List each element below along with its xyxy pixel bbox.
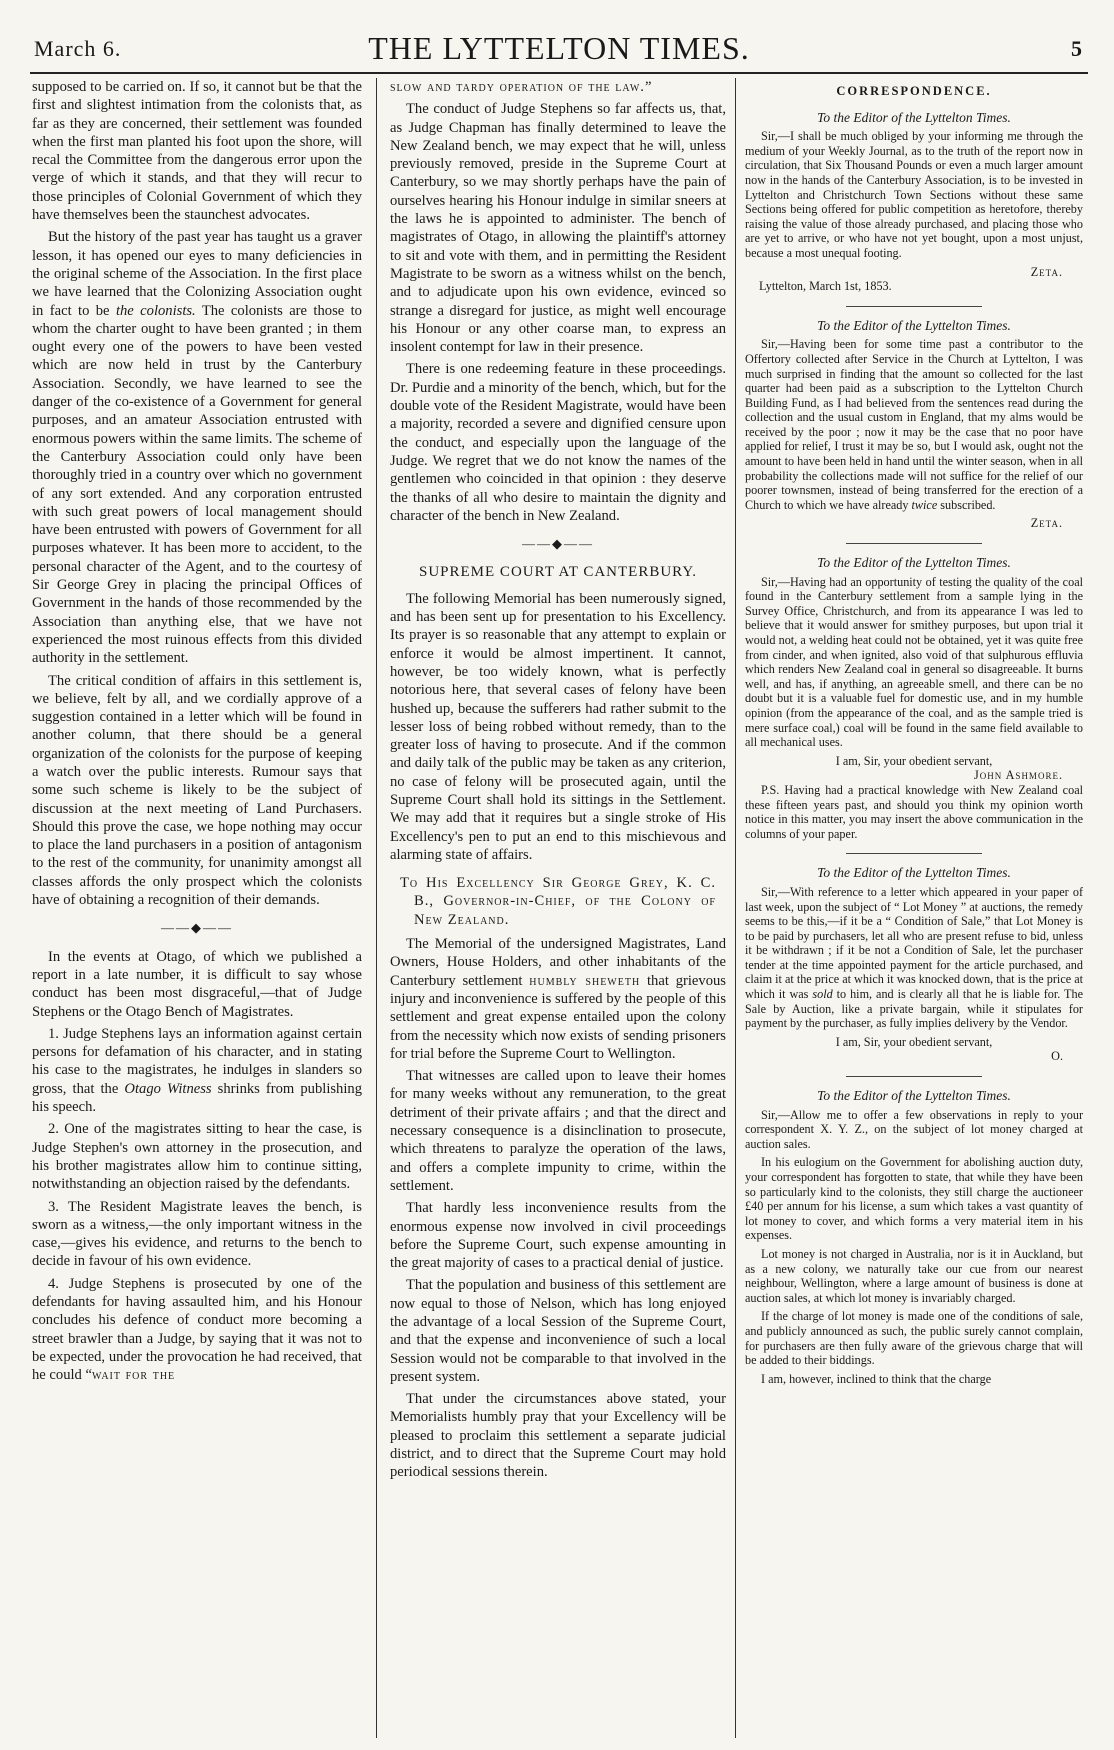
article-paragraph: The following Memorial has been numerously signed, and has been sent up for presentation to his Excellency. Its prayer is so reasonable that any attempt to explain or enforce it would be almost impertinent. It cannot, however, be too widely known, what is perfectly notorious here, that several cases of felony have been hushed up, because the sufferers had rather submit to the lesser loss of being robbed without remedy, than to the greater loss of having to prosecute. And if the common and daily talk of the public may be taken as any criterion, no case of felony will be prosecuted again, until the Supreme Court shall hold its sittings in the Settlement. We may add that it requires but a single stroke of His Excellency's pen to put an end to this mischievous and alarming state of affairs. bbox=[390, 590, 726, 863]
letter-separator bbox=[846, 306, 981, 307]
article-paragraph: But the history of the past year has taught us a graver lesson, it has opened our eyes to many deficiencies in the original scheme of the Association. In the first place we have learned that the Colonizing Association ought in fact to be the colonists. The colonists are those to whom the charter ought to have been granted ; in them ought every one of the powers to have been vested which are now held in trust by the Canterbury Association. Secondly, we have learned to see the danger of the co-existence of a Government for general purposes, and an amateur Association entrusted with enormous powers within the same limits. The scheme of the Canterbury Association could only have been thoroughly tried in a country over which no government of any sort extended. And any corporation entrusted with such great powers of local management should have been entrusted with powers of Government for all purposes whatever. It has been more to accident, to the personal character of the Agent, and to the courtesy of Sir George Grey in placing the principal Offices of Government in the hands of those recommended by the Association than anything else, that we have not experienced the most ruinous effects from this divided authority in the settlement. bbox=[32, 229, 362, 667]
article-paragraph: That hardly less inconvenience results from the enormous expense now involved in civil proceedings before the Supreme Court, such expense amounting in the great majority of cases to a practical denial of justice. bbox=[390, 1200, 726, 1272]
letter-salutation: To the Editor of the Lyttelton Times. bbox=[817, 555, 1011, 571]
letter-salutation: To the Editor of the Lyttelton Times. bbox=[817, 865, 1011, 881]
newspaper-title: THE LYTTELTON TIMES. bbox=[368, 30, 750, 66]
column-2 bbox=[390, 78, 726, 1738]
article-paragraph: That witnesses are called upon to leave their homes for many weeks without any remuneration, to the great detriment of their private affairs ; and that the direct and necessary consequence is a disinclination to prosecute, which threatens to paralyze the operation of the laws, and offers a complete impunity to crime, within the settlement. bbox=[390, 1068, 726, 1194]
article-paragraph: There is one redeeming feature in these proceedings. Dr. Purdie and a minority of the bench, which, but for the double vote of the Resident Magistrate, would have been a majority, recorded a severe and dignified censure upon the conduct, and especially upon the language of the Judge. We regret that we do not know the names of the gentlemen who coincided in that opinion : they deserve the thanks of all who desire to maintain the dignity and character of the bench in New Zealand. bbox=[390, 361, 726, 524]
letter-body: Sir,—Having been for some time past a contributor to the Offertory collected after Service in the Church at Lyttelton, I was much surprised in finding that the amount so collected for the last quarter had been paid as a subscription to the Lyttelton Church Building Fund, as I had believed from the sentences read during the collection and the usual custom in England, that my alms would be received by the poor ; now it may be the case that no poor have applied for relief, I trust it may be so, but I would ask, ought not the amount to have been held in hand until the winter season, when in all probability the collections made will not suffice for the relief of our poorer townsmen, instead of being transferred for the erection of a Church to which we have already twice subscribed. bbox=[745, 337, 1083, 512]
letter-postscript: P.S. Having had a practical knowledge with New Zealand coal these fifteen years past, and should you think my opinion worth notice in this matter, you may insert the above communication in the columns of your paper. bbox=[745, 782, 1083, 841]
letter-closing: I am, Sir, your obedient servant, bbox=[835, 753, 993, 768]
letter-salutation: To the Editor of the Lyttelton Times. bbox=[817, 317, 1011, 333]
letter-signature: Zeta. bbox=[1030, 516, 1063, 531]
letter-signature: O. bbox=[1051, 1049, 1063, 1064]
article-paragraph: 2. One of the magistrates sitting to hear the case, is Judge Stephen's own attorney in the prosecution, and his brother magistrates allow him to continue sitting, notwithstanding an objection raised by the defendants. bbox=[32, 1121, 362, 1193]
letter-signature: Zeta. bbox=[1030, 264, 1063, 279]
article-paragraph: slow and tardy operation of the law.” bbox=[390, 79, 652, 95]
article-paragraph: 3. The Resident Magistrate leaves the bench, is sworn as a witness,—the only important witness in the case,—gives his evidence, and returns to the bench to decide in favour of his own evidence. bbox=[32, 1198, 362, 1270]
letter-body: Sir,—Having had an opportunity of testing the quality of the coal found in the Canterbury settlement from a sample lying in the Survey Office, Christchurch, and from its appearance I was led to believe that it would answer for smithey purposes, but upon trial it would not, a welding heat could not be obtained, yet it was quite free from cinder, and when ignited, also void of that sulphurous effluvia which renders New Zealand coal in general so disagreeable. It burns well, and has, if anything, an agreeable smell, and there can be no doubt but it is a valuable fuel for domestic use, and in my humble opinion (from the appearance of the coal, and as the sample tried is mere surface coal,) coal will be found in the same field available to all mechanical uses. bbox=[745, 574, 1083, 750]
letter-body: In his eulogium on the Government for abolishing auction duty, your correspondent has forgotten to state, that while they have been so particularly kind to the colonists, they still charge the auctioneer £40 per annum for his license, a sum which takes a vast quantity of lot money to cover, and which forms a very material item in his expenses. bbox=[745, 1155, 1083, 1243]
article-paragraph: That under the circumstances above stated, your Memorialists humbly pray that your Excellency will be pleased to proclaim this settlement a separate judicial district, and to direct that the Supreme Court may hold periodical sessions therein. bbox=[390, 1391, 726, 1481]
column-1 bbox=[32, 78, 362, 1738]
letter-body: Sir,—I shall be much obliged by your informing me through the medium of your Weekly Journal, as to the truth of the report now in circulation, that Six Thousand Pounds or even a much larger amount now in the hands of the Canterbury Association, is to be invested in Lyttelton and Christchurch Town Sections without these same Sections being offered for public competition as heretofore, thereby raising the value of those already purchased, and placing those who are yet to arrive, or who have not yet bought, upon a most unjust, because a most unequal footing. bbox=[745, 129, 1083, 260]
memorial-address: To His Excellency Sir George Grey, K. C. B., Governor-in-Chief, of the Colony of New Zealand. bbox=[400, 875, 716, 928]
article-paragraph: The critical condition of affairs in this settlement is, we believe, felt by all, and we cordially approve of a suggestion contained in a letter which will be found in another column, that there should be a general organization of the colonists for the purpose of keeping a watch over the public interests. Rumour says that some such scheme is likely to be the subject of discussion at the next meeting of Land Purchasers. Should this prove the case, we hope nothing may occur to place the land purchasers in a position of antagonism to the rest of the community, for unanimity amongst all classes affords the only prospect which the colonists have of obtaining a recognition of their demands. bbox=[32, 672, 362, 909]
letter-body: Lot money is not charged in Australia, nor is it in Auckland, but as a new colony, we naturally take our cue from our nearest neighbour, Wellington, where a large amount of business is done at auction sales, at which lot money is invariably charged. bbox=[745, 1246, 1083, 1305]
letter-separator bbox=[846, 853, 981, 854]
letter-separator bbox=[846, 1076, 981, 1077]
column-rule-1 bbox=[376, 78, 377, 1738]
column-rule-2 bbox=[735, 78, 736, 1738]
article-paragraph: In the events at Otago, of which we published a report in a late number, it is difficult to say whose conduct has been most disgraceful,—that of Judge Stephens or the Otago Bench of Magistrates. bbox=[32, 948, 362, 1020]
column-3 bbox=[745, 78, 1083, 1738]
section-divider: ——◆—— bbox=[161, 920, 233, 936]
article-paragraph: supposed to be carried on. If so, it cannot but be that the first and slightest intimation from the colonists that, as far as they are concerned, their settlement was founded when the first man planted his foot upon the shore, will recal the Committee from the dangerous error upon the verge of which it stands, and that they will recur to those principles of Colonial Government of which they have themselves been the staunchest advocates. bbox=[32, 79, 362, 224]
article-paragraph: That the population and business of this settlement are now equal to those of Nelson, which has long enjoyed the advantage of a local Session of the Supreme Court, and that the expense and inconvenience of such a local Session would not be comparable to that involved in the present system. bbox=[390, 1277, 726, 1385]
article-paragraph: 1. Judge Stephens lays an information against certain persons for defamation of his character, and in stating his case to the magistrates, he indulges in slanders so gross, that the Otago Witness shrinks from publishing his speech. bbox=[32, 1025, 362, 1116]
article-paragraph: 4. Judge Stephens is prosecuted by one of the defendants for having assaulted him, and his Honour concludes his defence of conduct more becoming a street brawler than a Judge, by saying that it was not to be expected, under the provocation he had received, that he could “wait for the bbox=[32, 1275, 362, 1384]
page-number: 5 bbox=[1071, 36, 1082, 61]
issue-date: March 6. bbox=[34, 36, 122, 61]
section-divider: ——◆—— bbox=[522, 536, 594, 552]
letter-body: Sir,—With reference to a letter which appeared in your paper of last week, upon the subject of “ Lot Money ” at auctions, the remedy seems to be this,—if it be a “ Condition of Sale,” that Lot Money is to be paid by purchasers, let all who are present refuse to bid, unless it be withdrawn ; if it be not a Condition of Sale, let the purchaser tender at the time appointed payment for the article purchased, and claim it at the price at which it was knocked down, that is the price at which it was sold to him, and is clearly all that he is liable for. The Sale by Auction, like a private bargain, while it stipulates for payment by the purchaser, as fully implies delivery by the Vendor. bbox=[745, 884, 1083, 1031]
article-paragraph: The conduct of Judge Stephens so far affects us, that, as Judge Chapman has finally determined to leave the New Zealand bench, we may expect that he will, unless previously removed, preside in the Supreme Court at Canterbury, so we may shortly perhaps have the pain of ourselves hearing his Honour indulge in similar sneers at the laws he is appointed to administer. The bench of magistrates of Otago, in allowing the plaintiff's attorney to sit and vote with them, and in permitting the Resident Magistrate to be sworn as a witness whilst on the bench, and to adjudicate upon his own evidence, evinced so strange a disregard for justice, as might well encourage his Honour or any other coarse man, to express an insolent contempt for law in their presence. bbox=[390, 101, 726, 356]
letter-body: I am, however, inclined to think that the charge bbox=[761, 1371, 992, 1386]
letter-dateline: Lyttelton, March 1st, 1853. bbox=[759, 279, 892, 294]
letter-separator bbox=[846, 543, 981, 544]
letter-body: Sir,—Allow me to offer a few observations in reply to your correspondent X. Y. Z., on the subject of lot money charged at auction sales. bbox=[745, 1107, 1083, 1151]
letter-body: If the charge of lot money is made one of the conditions of sale, and publicly announced as such, the public surely cannot complain, for purchasers are then fully aware of the grievous charge that will be added to their biddings. bbox=[745, 1309, 1083, 1368]
section-heading: SUPREME COURT AT CANTERBURY. bbox=[419, 564, 697, 581]
correspondence-heading: CORRESPONDENCE. bbox=[836, 84, 992, 98]
letter-signature: John Ashmore. bbox=[974, 768, 1063, 783]
letter-salutation: To the Editor of the Lyttelton Times. bbox=[817, 109, 1011, 125]
article-paragraph: The Memorial of the undersigned Magistrates, Land Owners, House Holders, and other inhabitants of the Canterbury settlement humbly sheweth that grievous injury and inconvenience is suffered by the people of this settlement and great expense entailed upon the colony from the necessity which now exists of sending prisoners for trial before the Supreme Court to Wellington. bbox=[390, 936, 726, 1062]
masthead bbox=[30, 30, 1088, 74]
letter-salutation: To the Editor of the Lyttelton Times. bbox=[817, 1088, 1011, 1104]
letter-closing: I am, Sir, your obedient servant, bbox=[835, 1034, 993, 1049]
